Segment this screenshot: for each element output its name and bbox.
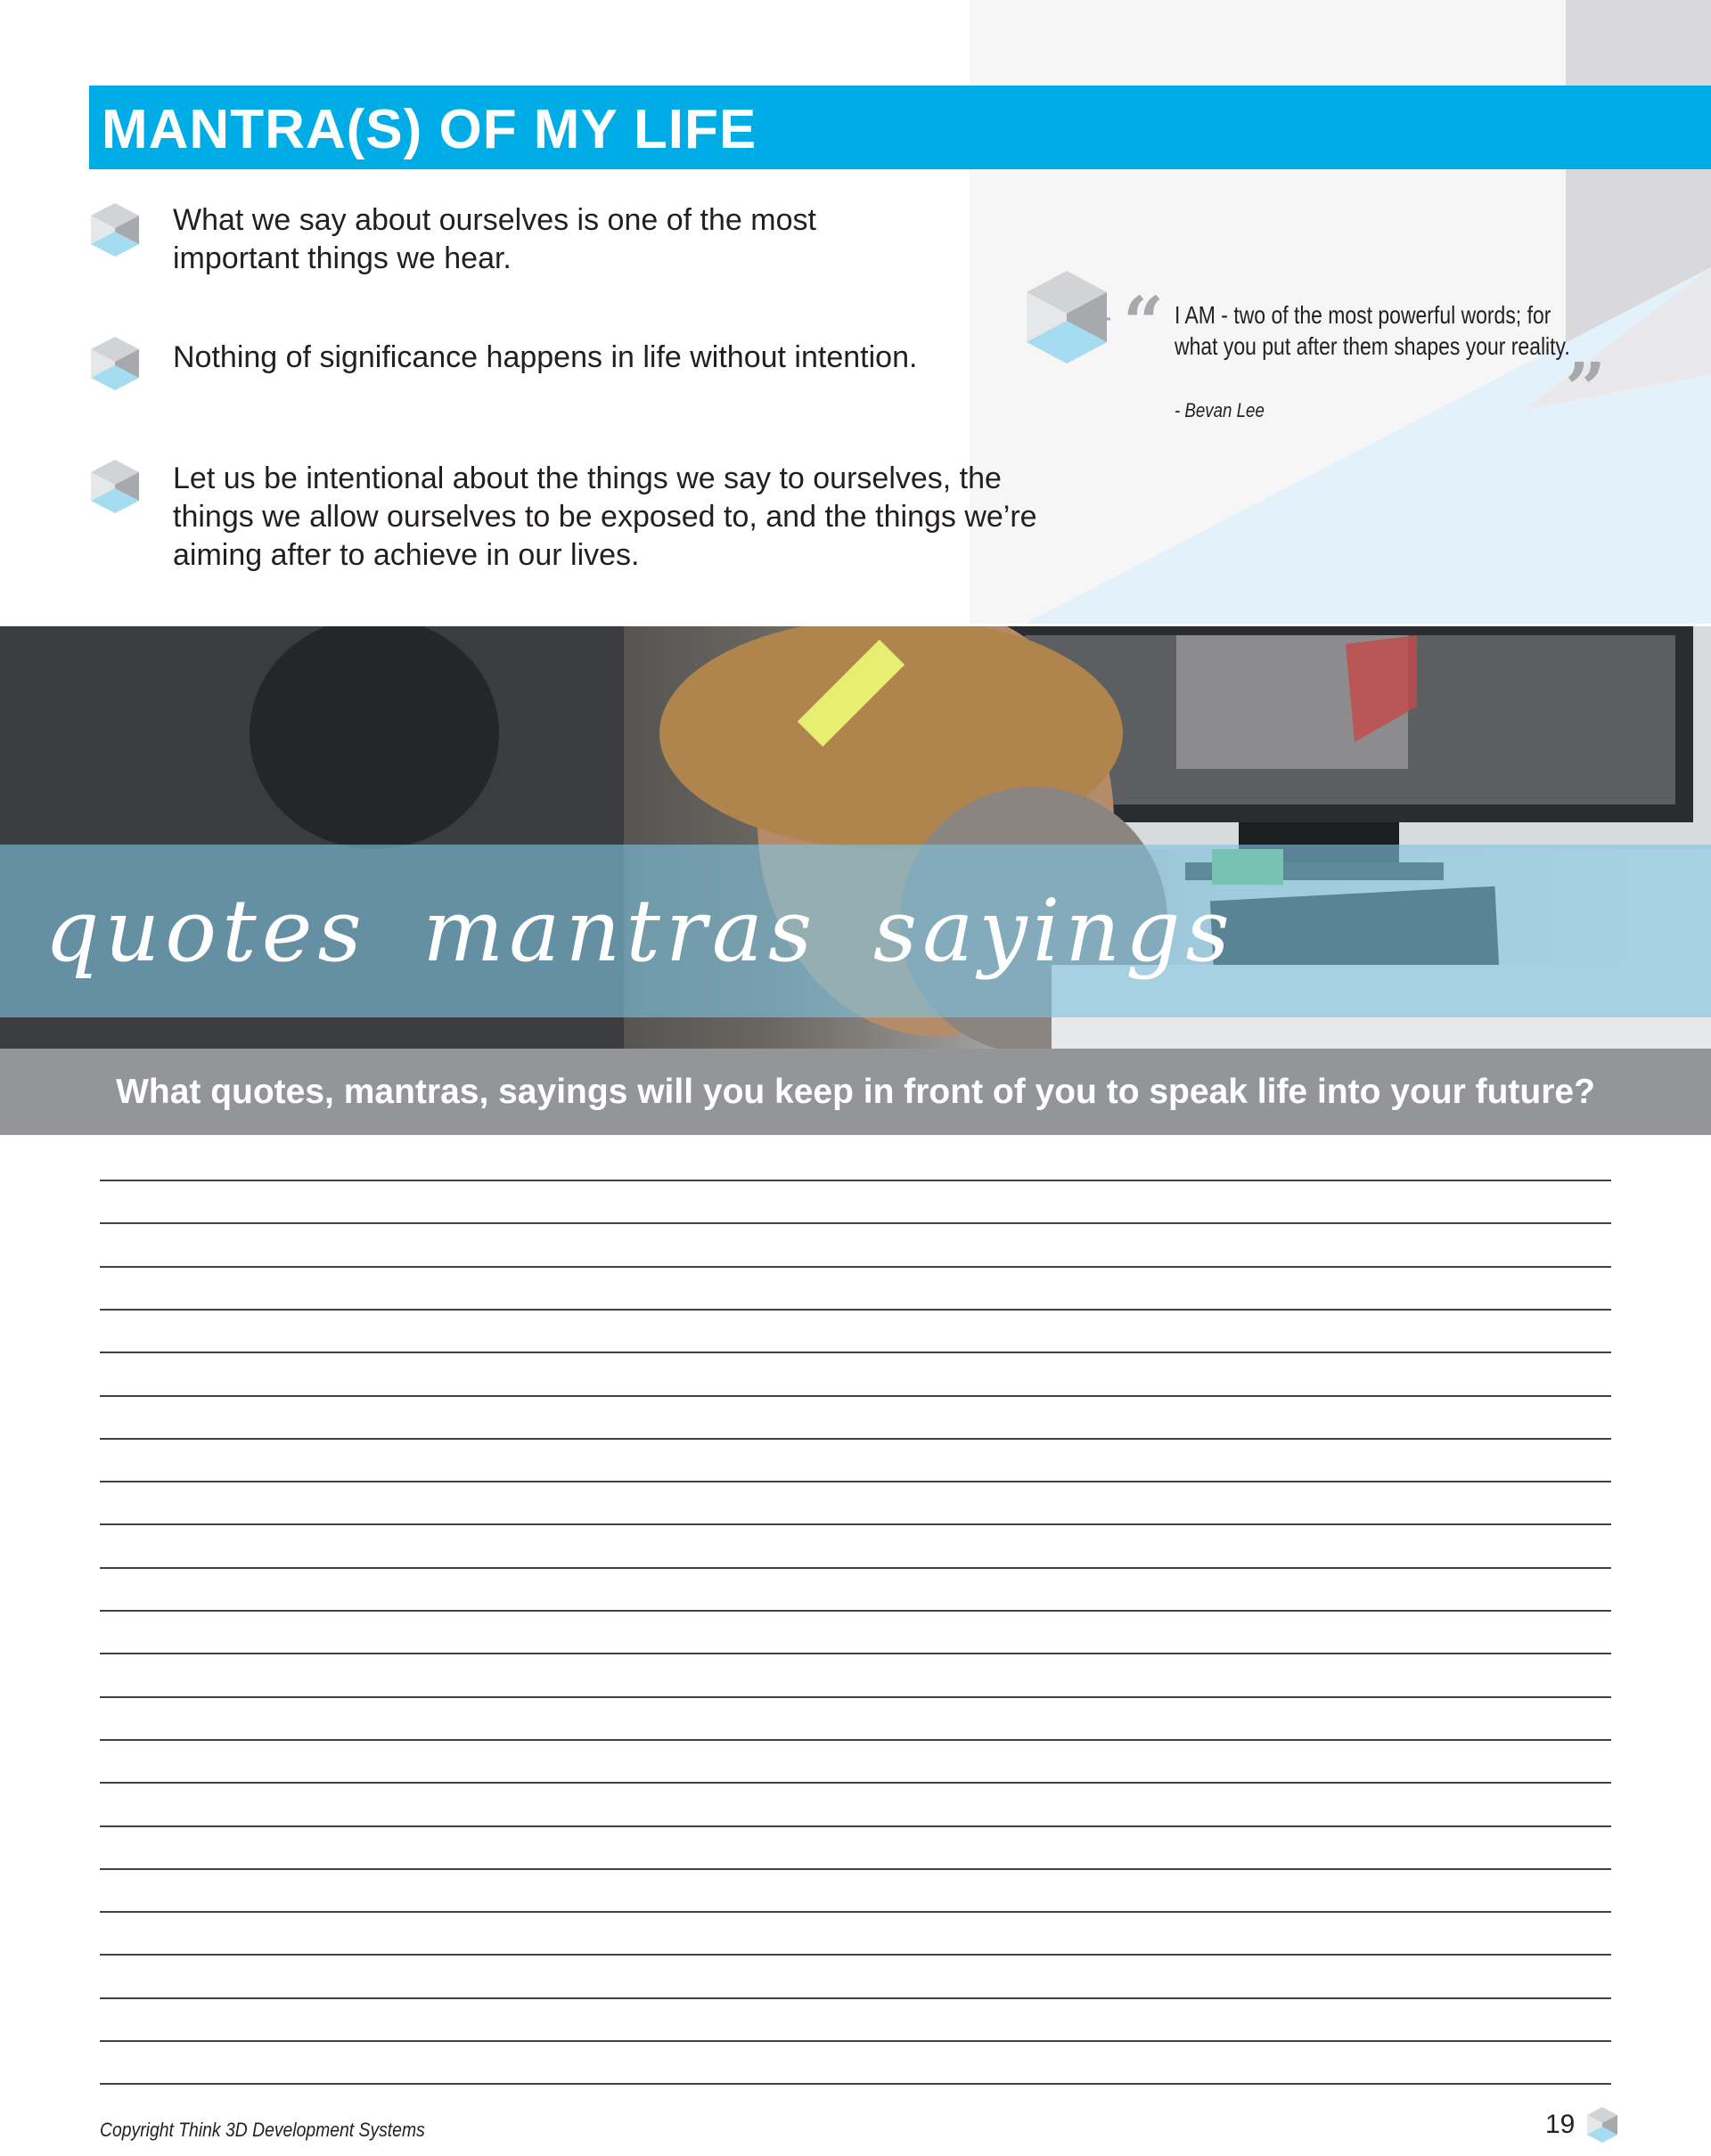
script-overlay	[0, 845, 1711, 1017]
writing-line[interactable]	[100, 1868, 1611, 1870]
writing-line[interactable]	[100, 1954, 1611, 1956]
question-text: What quotes, mantras, sayings will you keep in front of you to speak life into your future?	[116, 1073, 1595, 1111]
cube-icon	[89, 335, 141, 392]
writing-line[interactable]	[100, 1352, 1611, 1353]
title-bar	[89, 86, 1711, 169]
page-number: 19	[1545, 2110, 1576, 2139]
writing-line[interactable]	[100, 1696, 1611, 1698]
footer-copyright: Copyright Think 3D Development Systems	[100, 2119, 425, 2141]
writing-line[interactable]	[100, 1782, 1611, 1784]
quote-author: - Bevan Lee	[1175, 399, 1265, 421]
writing-line[interactable]	[100, 1653, 1611, 1654]
writing-line[interactable]	[100, 1911, 1611, 1913]
bullet-text: Let us be intentional about the things we say to ourselves, the things we allow ourselves to be exposed to, and the things we’re aiming after to achieve in our lives.	[173, 461, 1037, 572]
writing-line[interactable]	[100, 1567, 1611, 1569]
quote-block	[1023, 269, 1629, 429]
writing-line[interactable]	[100, 2040, 1611, 2042]
writing-line[interactable]	[100, 2083, 1611, 2085]
close-quote-icon: ”	[1565, 347, 1607, 430]
writing-line[interactable]	[100, 1481, 1611, 1482]
quote-text: I AM - two of the most powerful words; for what you put after them shapes your reality.	[1175, 301, 1570, 360]
script-heading: quotes mantras sayings	[45, 881, 1235, 981]
cube-icon	[89, 458, 141, 515]
writing-line[interactable]	[100, 1395, 1611, 1397]
cube-icon	[1586, 2106, 1618, 2144]
writing-line[interactable]	[100, 1438, 1611, 1440]
writing-line[interactable]	[100, 1610, 1611, 1612]
cube-icon	[89, 201, 141, 258]
writing-line[interactable]	[100, 1523, 1611, 1525]
open-quote-icon: “	[1123, 281, 1165, 364]
bullet-text: What we say about ourselves is one of the most important things we hear.	[173, 203, 816, 275]
question-bar	[0, 1049, 1711, 1135]
writing-line[interactable]	[100, 1997, 1611, 1999]
writing-line[interactable]	[100, 1222, 1611, 1224]
writing-line[interactable]	[100, 1739, 1611, 1741]
writing-line[interactable]	[100, 1266, 1611, 1268]
writing-line[interactable]	[100, 1825, 1611, 1827]
page-title: MANTRA(S) OF MY LIFE	[102, 99, 757, 160]
cube-icon	[1023, 269, 1110, 367]
writing-line[interactable]	[100, 1180, 1611, 1181]
writing-line[interactable]	[100, 1309, 1611, 1311]
bullet-text: Nothing of significance happens in life without intention.	[173, 340, 918, 374]
